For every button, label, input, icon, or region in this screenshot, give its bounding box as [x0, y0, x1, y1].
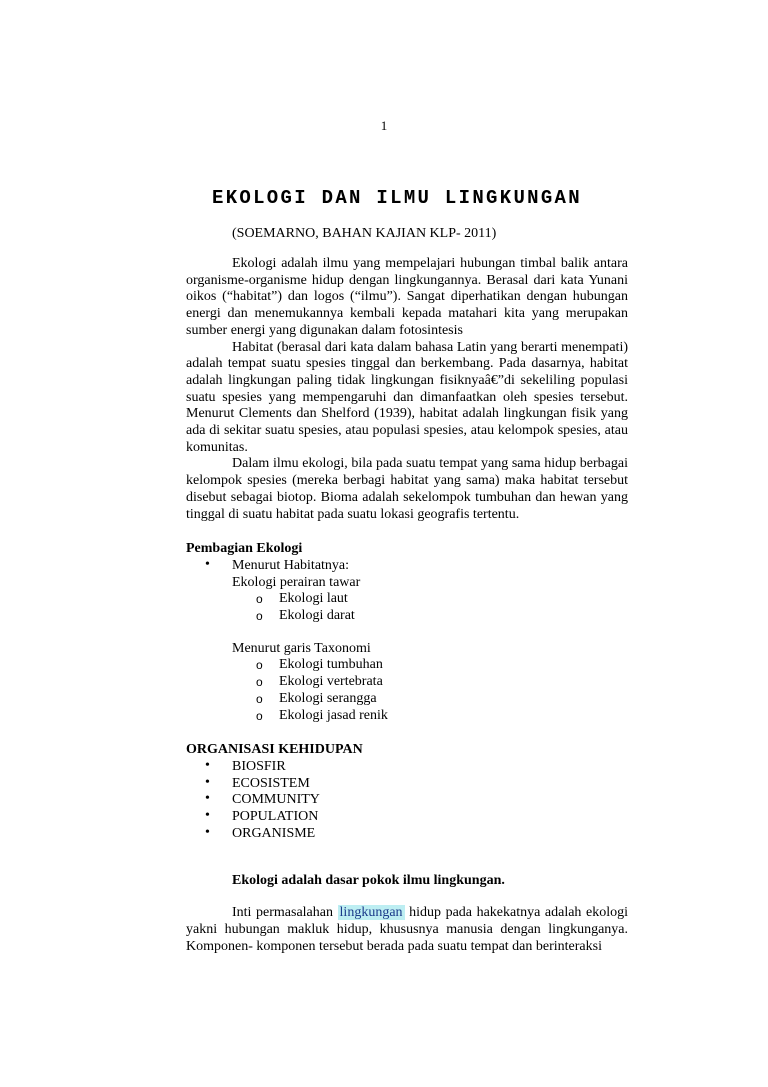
taxonomy-sublist — [186, 657, 628, 724]
list-item: • Menurut Habitatnya: — [205, 556, 350, 573]
list-item: o Ekologi darat — [256, 608, 355, 624]
list-item: o Ekologi tumbuhan — [256, 657, 383, 673]
pembagian-list — [186, 558, 628, 575]
paragraph-biotop: Dalam ilmu ekologi, bila pada suatu tempat yang sama hidup berbagai kelompok spesies (mereka berbagi habitat yang sama) maka habitat tersebut disebut sebagai biotop. Bioma adalah sekelompok tumbuhan dan hewan yang tinggal di suatu habitat pada suatu lokasi geografis tertentu. — [186, 456, 628, 522]
list-item: • COMMUNITY — [205, 791, 320, 808]
circle-bullet-icon: o — [256, 691, 263, 706]
list-item: • ECOSISTEM — [205, 774, 310, 791]
circle-bullet-icon: o — [256, 609, 263, 624]
bullet-icon: • — [205, 808, 210, 824]
document-subtitle: (SOEMARNO, BAHAN KAJIAN KLP- 2011) — [232, 226, 497, 241]
bullet-icon: • — [205, 757, 210, 773]
highlighted-term: lingkungan — [339, 905, 403, 921]
list-item: o Ekologi serangga — [256, 690, 377, 706]
taxonomy-label: Menurut garis Taxonomi — [232, 640, 371, 656]
bullet-icon: • — [205, 774, 210, 790]
list-item: • POPULATION — [205, 808, 319, 825]
habitat-line: Ekologi perairan tawar — [232, 574, 361, 590]
key-statement: Ekologi adalah dasar pokok ilmu lingkungan. — [232, 872, 505, 888]
list-item: • BIOSFIR — [205, 757, 286, 774]
section-heading-pembagian: Pembagian Ekologi — [186, 541, 303, 557]
list-item: o Ekologi vertebrata — [256, 674, 383, 690]
bullet-icon: • — [205, 824, 210, 840]
paragraph-ekologi: Ekologi adalah ilmu yang mempelajari hubungan timbal balik antara organisme-organisme hidup dengan lingkungannya. Berasal dari kata Yunani oikos (“habitat”) dan logos (“ilmu”). Sangat diperhatikan dengan hubungan energi dan menemukannya kembali kepada matahari kita yang merupakan sumber energi yang digunakan dalam fotosintesis — [186, 256, 628, 338]
document-title: EKOLOGI DAN ILMU LINGKUNGAN — [212, 187, 582, 209]
habitat-sublist — [186, 591, 628, 624]
page-number: 1 — [380, 118, 388, 133]
bullet-icon: • — [205, 791, 210, 807]
list-item: • ORGANISME — [205, 824, 316, 841]
section-heading-organisasi: ORGANISASI KEHIDUPAN — [186, 742, 363, 758]
document-body — [186, 256, 628, 955]
circle-bullet-icon: o — [256, 592, 263, 607]
paragraph-inti: Inti permasalahan lingkungan hidup pada hakekatnya adalah ekologi yakni hubungan makluk hidup, khususnya manusia dengan lingkunganya. Komponen- komponen tersebut berada pada suatu tempat dan berinteraksi — [186, 905, 628, 954]
list-item: o Ekologi jasad renik — [256, 707, 388, 723]
circle-bullet-icon: o — [256, 708, 263, 723]
circle-bullet-icon: o — [256, 658, 263, 673]
paragraph-habitat: Habitat (berasal dari kata dalam bahasa Latin yang berarti menempati) adalah tempat suatu spesies tinggal dan berkembang. Pada dasarnya, habitat adalah lingkungan paling tidak lingkungan fisiknyaâ€”di sekeliling populasi suatu spesies yang mempengaruhi dan dimanfaatkan oleh spesies tersebut. Menurut Clements dan Shelford (1939), habitat adalah lingkungan fisik yang ada di sekitar suatu spesies, atau populasi spesies, atau kelompok spesies, atau komunitas. — [186, 339, 628, 455]
list-item: o Ekologi laut — [256, 591, 348, 607]
organisasi-list — [186, 759, 628, 843]
bullet-icon: • — [205, 556, 210, 572]
circle-bullet-icon: o — [256, 675, 263, 690]
